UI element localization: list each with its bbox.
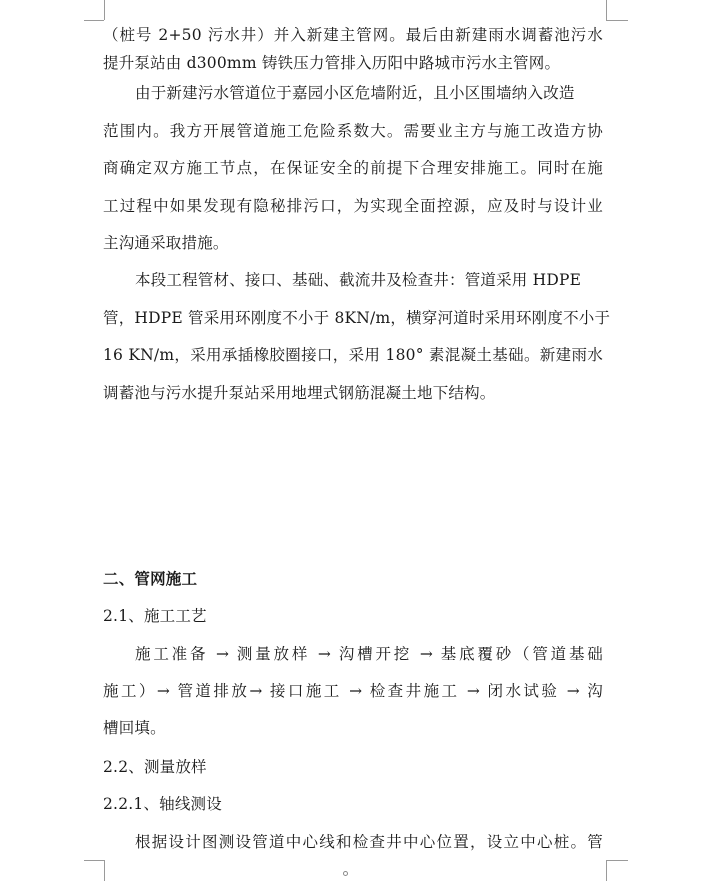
subsection-heading: 2.2.1、轴线测设 — [103, 795, 222, 813]
text-line: 由于新建污水管道位于嘉园小区危墙附近，且小区围墙纳入改造 — [135, 84, 575, 102]
crop-mark-top-right — [606, 20, 628, 21]
crop-mark-bottom-left — [104, 860, 105, 881]
crop-mark-top-left — [84, 20, 104, 21]
crop-mark-bottom-right — [606, 860, 628, 861]
text-line: 施工准备 → 测量放样 → 沟槽开挖 → 基底覆砂（管道基础 — [135, 645, 603, 663]
text-line: 提升泵站由 d300mm 铸铁压力管排入历阳中路城市污水主管网。 — [103, 54, 561, 72]
text-line: 管，HDPE 管采用环刚度不小于 8KN/m，横穿河道时采用环刚度不小于 — [103, 309, 611, 327]
text-line: 施工）→ 管道排放→ 接口施工 → 检查井施工 → 闭水试验 → 沟 — [103, 682, 603, 700]
text-line: 主沟通采取措施。 — [103, 234, 229, 252]
text-line: 调蓄池与污水提升泵站采用地埋式钢筋混凝土地下结构。 — [103, 384, 496, 402]
crop-mark-top-left — [104, 0, 105, 20]
paragraph-mark-icon — [343, 871, 348, 876]
text-line: 本段工程管材、接口、基础、截流井及检查井：管道采用 HDPE — [135, 271, 582, 289]
subsection-heading: 2.2、测量放样 — [103, 758, 207, 776]
crop-mark-top-right — [606, 0, 607, 20]
text-line: 槽回填。 — [103, 719, 166, 737]
subsection-heading: 2.1、施工工艺 — [103, 607, 207, 625]
text-line: 根据设计图测设管道中心线和检查井中心位置，设立中心桩。管 — [135, 833, 603, 851]
text-line: 范围内。我方开展管道施工危险系数大。需要业主方与施工改造方协 — [103, 122, 603, 140]
text-line: 16 KN/m，采用承插橡胶圈接口，采用 180° 素混凝土基础。新建雨水 — [103, 346, 603, 364]
text-line: （桩号 2+50 污水井）并入新建主管网。最后由新建雨水调蓄池污水 — [103, 26, 603, 44]
crop-mark-bottom-left — [84, 860, 104, 861]
text-line: 商确定双方施工节点，在保证安全的前提下合理安排施工。同时在施 — [103, 159, 603, 177]
section-heading: 二、管网施工 — [103, 569, 198, 588]
text-line: 工过程中如果发现有隐秘排污口，为实现全面控源，应及时与设计业 — [103, 197, 603, 215]
crop-mark-bottom-right — [606, 860, 607, 881]
